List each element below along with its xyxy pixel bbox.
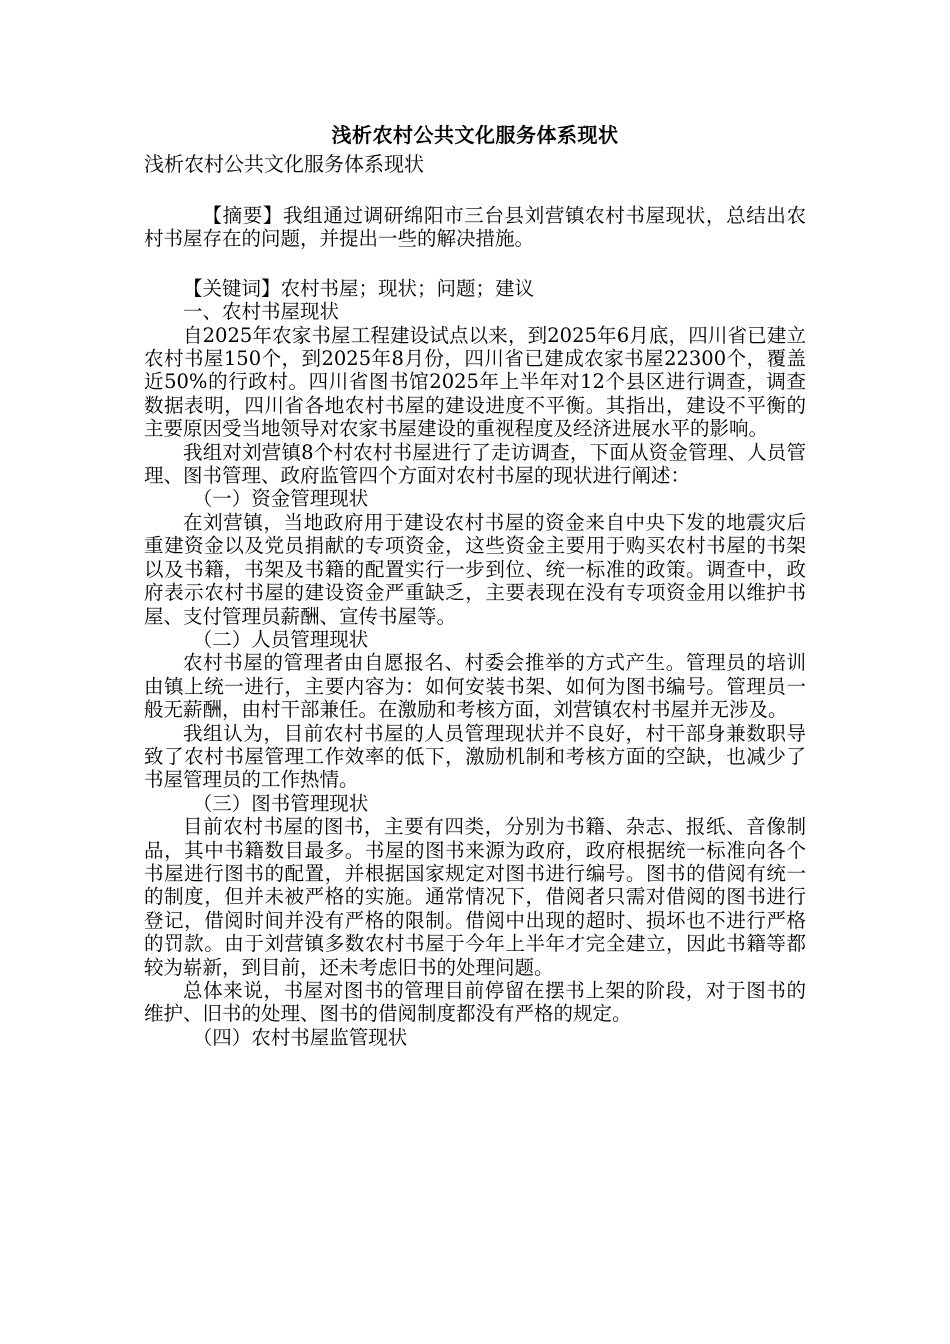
subsection-3-paragraph-2: 总体来说，书屋对图书的管理目前停留在摆书上架的阶段，对于图书的维护、旧书的处理、图书的借阅制度都没有严格的规定。 — [144, 979, 806, 1026]
subsection-2-heading: （二）人员管理现状 — [192, 627, 369, 651]
subsection-4-heading: （四）农村书屋监管现状 — [192, 1025, 408, 1049]
document-page — [144, 120, 806, 1049]
document-title: 浅析农村公共文化服务体系现状 — [331, 123, 619, 147]
subsection-2-paragraph-1: 农村书屋的管理者由自愿报名、村委会推举的方式产生。管理员的培训由镇上统一进行，主要内容为：如何安装书架、如何为图书编号。管理员一般无薪酬，由村干部兼任。在激励和考核方面，刘营镇农村书屋并无涉及。 — [144, 651, 806, 722]
abstract-paragraph: 【摘要】我组通过调研绵阳市三台县刘营镇农村书屋现状，总结出农村书屋存在的问题，并提出一些的解决措施。 — [144, 204, 806, 251]
subsection-1-paragraph-1: 在刘营镇，当地政府用于建设农村书屋的资金来自中央下发的地震灾后重建资金以及党员捐献的专项资金，这些资金主要用于购买农村书屋的书架以及书籍，书架及书籍的配置实行一步到位、统一标准的政策。调查中，政府表示农村书屋的建设资金严重缺乏，主要表现在没有专项资金用以维护书屋、支付管理员薪酬、宣传书屋等。 — [144, 510, 806, 628]
subsection-3-paragraph-1: 目前农村书屋的图书，主要有四类，分别为书籍、杂志、报纸、音像制品，其中书籍数目最多。书屋的图书来源为政府，政府根据统一标准向各个书屋进行图书的配置，并根据国家规定对图书进行编号。图书的借阅有统一的制度，但并未被严格的实施。通常情况下，借阅者只需对借阅的图书进行登记，借阅时间并没有严格的限制。借阅中出现的超时、损坏也不进行严格的罚款。由于刘营镇多数农村书屋于今年上半年才完全建立，因此书籍等都较为崭新，到目前，还未考虑旧书的处理问题。 — [144, 815, 806, 979]
subsection-3-heading: （三）图书管理现状 — [192, 791, 369, 815]
keywords-paragraph: 【关键词】农村书屋；现状；问题；建议 — [183, 276, 535, 300]
section-1-heading: 一、农村书屋现状 — [183, 300, 340, 324]
subsection-1-heading: （一）资金管理现状 — [192, 487, 369, 511]
document-subtitle: 浅析农村公共文化服务体系现状 — [144, 152, 424, 176]
section-1-paragraph-2: 我组对刘营镇8个村农村书屋进行了走访调查，下面从资金管理、人员管理、图书管理、政府监管四个方面对农村书屋的现状进行阐述： — [144, 440, 806, 488]
section-1-paragraph-1: 自2025年农家书屋工程建设试点以来，到2025年6月底，四川省已建立农村书屋150个，到2025年8月份，四川省已建成农家书屋22300个，覆盖近50%的行政村。四川省图书馆2025年上半年对12个县区进行调查，调查数据表明，四川省各地农村书屋的建设进度不平衡。其指出，建设不平衡的主要原因受当地领导对农家书屋建设的重视程度及经济进展水平的影响。 — [144, 323, 806, 441]
subsection-2-paragraph-2: 我组认为，目前农村书屋的人员管理现状并不良好，村干部身兼数职导致了农村书屋管理工作效率的低下，激励机制和考核方面的空缺，也减少了书屋管理员的工作热情。 — [144, 721, 806, 792]
